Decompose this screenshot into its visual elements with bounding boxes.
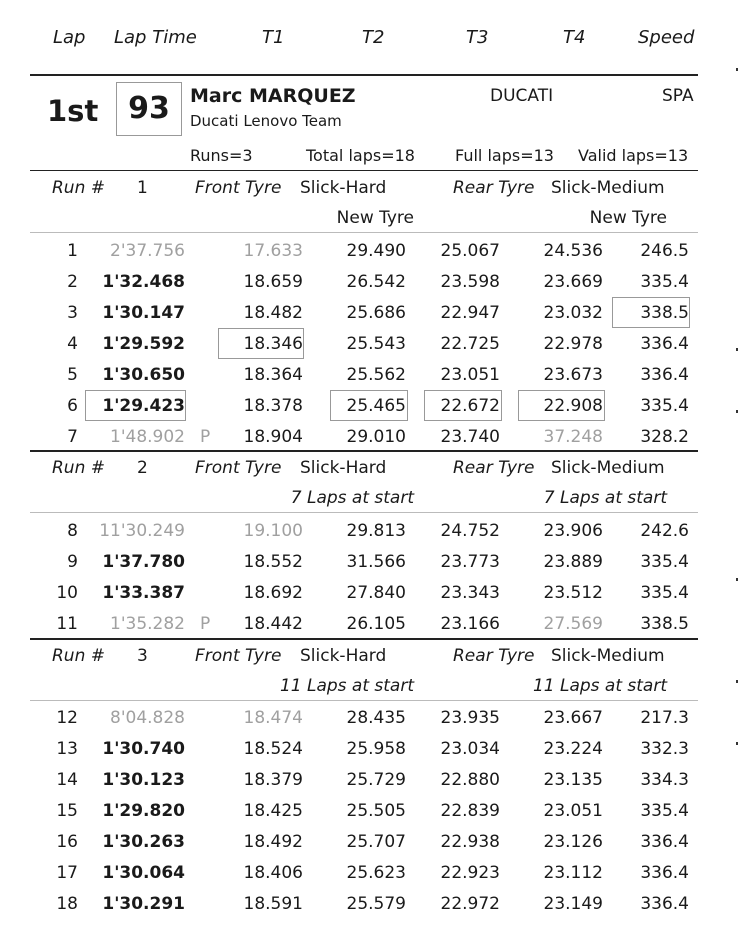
- lap-number: 2: [67, 272, 78, 292]
- sector-t1: 18.659: [243, 272, 303, 292]
- sector-t3: 22.923: [440, 863, 500, 883]
- lap-time: 1'30.123: [102, 770, 185, 790]
- top-speed: 246.5: [640, 241, 689, 261]
- top-speed: 335.4: [640, 801, 689, 821]
- front-tyre-state: 11 Laps at start: [279, 676, 414, 696]
- lap-time: 1'37.780: [102, 552, 185, 572]
- best-value-box: [85, 390, 186, 421]
- sector-t2: 25.579: [346, 894, 406, 914]
- sector-t3: 22.880: [440, 770, 500, 790]
- sector-t4: 23.889: [543, 552, 603, 572]
- lap-number: 4: [67, 334, 78, 354]
- run-header-rule: [30, 512, 698, 513]
- sector-t4: 22.978: [543, 334, 603, 354]
- edge-fragment: [736, 578, 738, 581]
- rider-last-name: MARQUEZ: [249, 85, 356, 107]
- sector-t4: 24.536: [543, 241, 603, 261]
- run-rule: [30, 638, 698, 640]
- sector-t1: 18.442: [243, 614, 303, 634]
- sector-t2: 29.490: [346, 241, 406, 261]
- sector-t4: 23.512: [543, 583, 603, 603]
- sector-t2: 25.729: [346, 770, 406, 790]
- rider-top-rule: [30, 74, 698, 76]
- top-speed: 242.6: [640, 521, 689, 541]
- rider-manufacturer: DUCATI: [490, 86, 554, 106]
- sector-t3: 23.166: [440, 614, 500, 634]
- sector-t1: 18.482: [243, 303, 303, 323]
- top-speed: 338.5: [640, 303, 689, 323]
- run-header-rule: [30, 232, 698, 233]
- rear-tyre-label: Rear Tyre: [453, 178, 535, 198]
- sector-t2: 25.465: [346, 396, 406, 416]
- top-speed: 332.3: [640, 739, 689, 759]
- run-number: 1: [137, 178, 148, 198]
- sector-t4: 23.032: [543, 303, 603, 323]
- lap-number: 11: [56, 614, 78, 634]
- rear-tyre-compound: Slick-Medium: [551, 646, 665, 666]
- valid-laps: Valid laps=13: [578, 146, 689, 165]
- sector-t4: 23.135: [543, 770, 603, 790]
- lap-time: 2'37.756: [110, 241, 185, 261]
- run-label: Run #: [52, 178, 106, 198]
- sector-t3: 25.067: [440, 241, 500, 261]
- sector-t3: 24.752: [440, 521, 500, 541]
- sector-t4: 23.673: [543, 365, 603, 385]
- rider-team: Ducati Lenovo Team: [190, 112, 342, 130]
- edge-fragment: [736, 680, 738, 683]
- sector-t2: 25.505: [346, 801, 406, 821]
- lap-time: 1'30.740: [102, 739, 185, 759]
- lap-time: 1'29.820: [102, 801, 185, 821]
- sector-t4: 23.669: [543, 272, 603, 292]
- sector-t3: 23.935: [440, 708, 500, 728]
- sector-t1: 18.346: [243, 334, 303, 354]
- top-speed: 336.4: [640, 832, 689, 852]
- total-laps: Total laps=18: [306, 146, 415, 165]
- front-tyre-compound: Slick-Hard: [300, 178, 387, 198]
- sector-t2: 31.566: [346, 552, 406, 572]
- col-header-lap: Lap: [53, 27, 86, 48]
- top-speed: 336.4: [640, 365, 689, 385]
- lap-number: 5: [67, 365, 78, 385]
- lap-time: 1'30.147: [102, 303, 185, 323]
- run-label: Run #: [52, 646, 106, 666]
- lap-number: 12: [56, 708, 78, 728]
- lap-time: 1'29.423: [102, 396, 185, 416]
- sector-t4: 23.906: [543, 521, 603, 541]
- edge-fragment: [736, 410, 738, 413]
- sector-t2: 25.958: [346, 739, 406, 759]
- sector-t1: 18.425: [243, 801, 303, 821]
- sector-t3: 23.051: [440, 365, 500, 385]
- lap-number: 8: [67, 521, 78, 541]
- sector-t3: 23.598: [440, 272, 500, 292]
- lap-number: 13: [56, 739, 78, 759]
- sector-t1: 18.904: [243, 427, 303, 447]
- lap-number: 10: [56, 583, 78, 603]
- top-speed: 334.3: [640, 770, 689, 790]
- lap-time: 1'29.592: [102, 334, 185, 354]
- rider-nation: SPA: [662, 86, 694, 106]
- pit-indicator: P: [200, 427, 211, 447]
- lap-number: 9: [67, 552, 78, 572]
- best-value-box: [612, 297, 690, 328]
- sector-t1: 17.633: [243, 241, 303, 261]
- front-tyre-label: Front Tyre: [195, 178, 282, 198]
- run-label: Run #: [52, 458, 106, 478]
- sector-t3: 23.740: [440, 427, 500, 447]
- lap-time: 1'30.263: [102, 832, 185, 852]
- lap-number: 17: [56, 863, 78, 883]
- sector-t3: 22.947: [440, 303, 500, 323]
- rider-name: [190, 85, 356, 107]
- edge-fragment: [736, 742, 738, 745]
- rear-tyre-label: Rear Tyre: [453, 458, 535, 478]
- lap-time: 1'48.902: [110, 427, 185, 447]
- sector-t4: 23.112: [543, 863, 603, 883]
- rear-tyre-state: 7 Laps at start: [543, 488, 667, 508]
- best-value-box: [218, 328, 304, 359]
- edge-fragment: [736, 68, 738, 71]
- rider-position: 1st: [47, 94, 99, 128]
- lap-time: 1'30.650: [102, 365, 185, 385]
- sector-t3: 22.938: [440, 832, 500, 852]
- sector-t4: 23.224: [543, 739, 603, 759]
- sector-t3: 22.725: [440, 334, 500, 354]
- lap-number: 6: [67, 396, 78, 416]
- sector-t3: 22.839: [440, 801, 500, 821]
- sector-t3: 23.034: [440, 739, 500, 759]
- sector-t3: 23.773: [440, 552, 500, 572]
- sector-t4: 23.051: [543, 801, 603, 821]
- best-value-box: [330, 390, 408, 421]
- top-speed: 328.2: [640, 427, 689, 447]
- front-tyre-compound: Slick-Hard: [300, 646, 387, 666]
- lap-number: 7: [67, 427, 78, 447]
- run-header-rule: [30, 700, 698, 701]
- front-tyre-label: Front Tyre: [195, 646, 282, 666]
- sector-t1: 18.474: [243, 708, 303, 728]
- sector-t4: 22.908: [543, 396, 603, 416]
- rear-tyre-label: Rear Tyre: [453, 646, 535, 666]
- sector-t4: 23.126: [543, 832, 603, 852]
- rear-tyre-state: 11 Laps at start: [532, 676, 667, 696]
- sector-t3: 23.343: [440, 583, 500, 603]
- rear-tyre-state: New Tyre: [589, 208, 667, 228]
- sector-t4: 23.667: [543, 708, 603, 728]
- col-header-speed: Speed: [638, 27, 695, 48]
- lap-time: 11'30.249: [99, 521, 185, 541]
- top-speed: 336.4: [640, 334, 689, 354]
- sector-t2: 26.105: [346, 614, 406, 634]
- edge-fragment: [736, 348, 738, 351]
- front-tyre-label: Front Tyre: [195, 458, 282, 478]
- col-header-t3: T3: [466, 27, 489, 48]
- lap-number: 1: [67, 241, 78, 261]
- lap-time: 1'30.291: [102, 894, 185, 914]
- front-tyre-state: 7 Laps at start: [290, 488, 414, 508]
- lap-number: 3: [67, 303, 78, 323]
- rider-first-name: Marc: [190, 85, 243, 107]
- sector-t2: 25.686: [346, 303, 406, 323]
- sector-t1: 18.524: [243, 739, 303, 759]
- sector-t2: 26.542: [346, 272, 406, 292]
- pit-indicator: P: [200, 614, 211, 634]
- top-speed: 217.3: [640, 708, 689, 728]
- sector-t2: 25.543: [346, 334, 406, 354]
- sector-t1: 19.100: [243, 521, 303, 541]
- sector-t1: 18.364: [243, 365, 303, 385]
- top-speed: 338.5: [640, 614, 689, 634]
- top-speed: 336.4: [640, 894, 689, 914]
- rider-number: 93: [128, 91, 170, 126]
- sector-t1: 18.692: [243, 583, 303, 603]
- col-header-laptime: Lap Time: [114, 27, 197, 48]
- col-header-t1: T1: [262, 27, 285, 48]
- sector-t1: 18.379: [243, 770, 303, 790]
- sector-t4: 23.149: [543, 894, 603, 914]
- front-tyre-state: New Tyre: [336, 208, 414, 228]
- lap-time: 8'04.828: [110, 708, 185, 728]
- sector-t2: 29.813: [346, 521, 406, 541]
- lap-number: 18: [56, 894, 78, 914]
- run-number: 3: [137, 646, 148, 666]
- sector-t1: 18.492: [243, 832, 303, 852]
- sector-t2: 27.840: [346, 583, 406, 603]
- sector-t3: 22.672: [440, 396, 500, 416]
- col-header-t4: T4: [563, 27, 586, 48]
- lap-time: 1'32.468: [102, 272, 185, 292]
- best-value-box: [518, 390, 605, 421]
- sector-t4: 37.248: [543, 427, 603, 447]
- run-rule: [30, 450, 698, 452]
- sector-t1: 18.378: [243, 396, 303, 416]
- lap-number: 16: [56, 832, 78, 852]
- sector-t1: 18.552: [243, 552, 303, 572]
- lap-time: 1'33.387: [102, 583, 185, 603]
- sector-t2: 29.010: [346, 427, 406, 447]
- rider-number-box: [116, 82, 182, 136]
- top-speed: 335.4: [640, 396, 689, 416]
- lap-time: 1'30.064: [102, 863, 185, 883]
- sector-t2: 25.707: [346, 832, 406, 852]
- runs-count: Runs=3: [190, 146, 253, 165]
- lap-number: 15: [56, 801, 78, 821]
- run-number: 2: [137, 458, 148, 478]
- best-value-box: [424, 390, 502, 421]
- top-speed: 336.4: [640, 863, 689, 883]
- sector-t2: 28.435: [346, 708, 406, 728]
- sector-t1: 18.591: [243, 894, 303, 914]
- sector-t1: 18.406: [243, 863, 303, 883]
- full-laps: Full laps=13: [455, 146, 554, 165]
- rear-tyre-compound: Slick-Medium: [551, 178, 665, 198]
- run-rule: [30, 170, 698, 171]
- rear-tyre-compound: Slick-Medium: [551, 458, 665, 478]
- lap-time: 1'35.282: [110, 614, 185, 634]
- top-speed: 335.4: [640, 552, 689, 572]
- top-speed: 335.4: [640, 583, 689, 603]
- lap-number: 14: [56, 770, 78, 790]
- sector-t2: 25.623: [346, 863, 406, 883]
- sector-t3: 22.972: [440, 894, 500, 914]
- front-tyre-compound: Slick-Hard: [300, 458, 387, 478]
- sector-t4: 27.569: [543, 614, 603, 634]
- col-header-t2: T2: [362, 27, 385, 48]
- sector-t2: 25.562: [346, 365, 406, 385]
- top-speed: 335.4: [640, 272, 689, 292]
